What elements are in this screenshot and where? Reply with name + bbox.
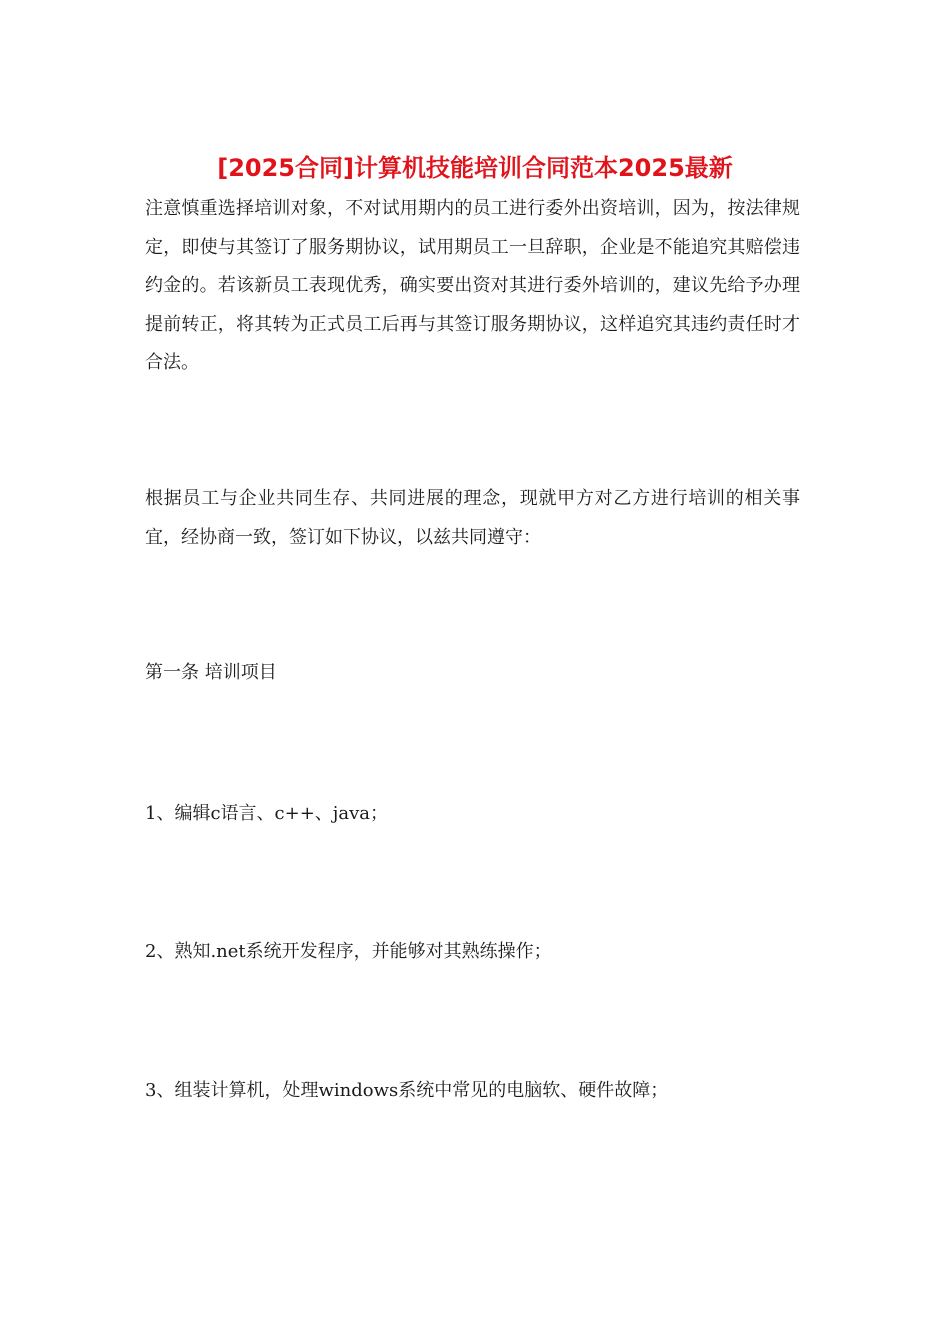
list-item-1: 1、编辑c语言、c++、java； [145,803,388,824]
document-title: [2025合同]计算机技能培训合同范本2025最新 [217,154,733,182]
list-item-3: 3、组装计算机，处理windows系统中常见的电脑软、硬件故障； [145,1080,669,1101]
paragraph-training-notice: 注意慎重选择培训对象，不对试用期内的员工进行委外出资培训，因为，按法律规定，即使与其签订了服务期协议，试用期员工一旦辞职，企业是不能追究其赔偿违约金的。若该新员工表现优秀，确实要出资对其进行委外培训的，建议先给予办理提前转正，将其转为正式员工后再与其签订服务期协议，这样追究其违约责任时才合法。 [145,198,800,373]
paragraph-agreement-intro: 根据员工与企业共同生存、共同进展的理念，现就甲方对乙方进行培训的相关事宜，经协商一致，签订如下协议，以兹共同遵守： [145,488,800,548]
list-item-2: 2、熟知.net系统开发程序，并能够对其熟练操作； [145,941,552,962]
section-heading-training-items: 第一条 培训项目 [145,662,277,683]
